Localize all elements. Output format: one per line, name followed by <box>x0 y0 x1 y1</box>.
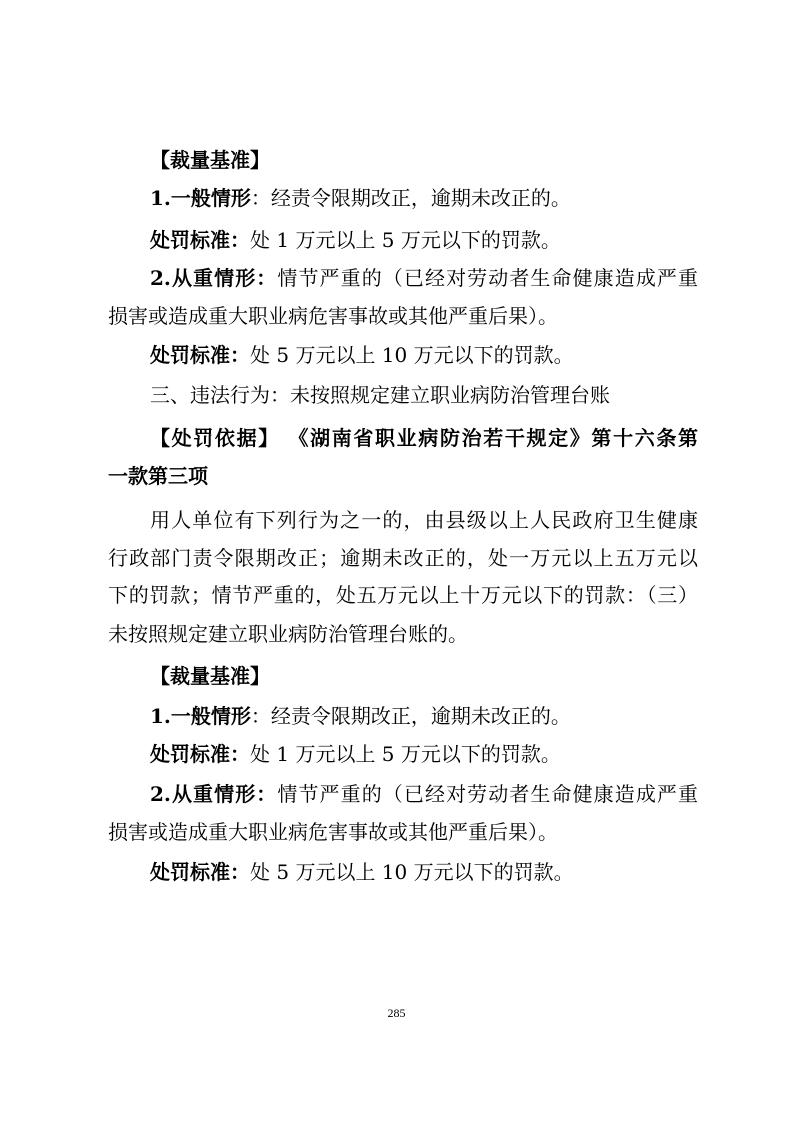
serious-situation-continuation <box>108 818 698 846</box>
general-situation-text: ：经责令限期改正，逾期未改正的。 <box>250 186 571 210</box>
penalty-standard-text: 处 5 万元以上 10 万元以下的罚款。 <box>250 860 574 884</box>
general-situation-label: 1.一般情形 <box>150 186 251 210</box>
serious-situation-text: 情节严重的（已经对劳动者生命健康造成严重 <box>277 266 698 290</box>
penalty-basis-text-cont: 一款第三项 <box>108 464 208 488</box>
serious-situation-text-cont: 损害或造成重大职业病危害事故或其他严重后果）。 <box>108 820 558 844</box>
clause-text: 未按照规定建立职业病防治管理台账的。 <box>108 622 468 646</box>
serious-situation-line <box>150 264 698 292</box>
clause-line <box>150 506 698 534</box>
serious-situation-continuation <box>108 302 698 330</box>
penalty-basis-line <box>150 424 698 452</box>
discretion-standard-heading <box>150 146 698 174</box>
penalty-basis-text: 【处罚依据】 《湖南省职业病防治若干规定》第十六条第 <box>150 426 698 450</box>
penalty-standard-text: 处 5 万元以上 10 万元以下的罚款。 <box>250 343 574 367</box>
discretion-standard-heading <box>150 662 698 690</box>
penalty-standard-label: 处罚标准： <box>150 228 250 252</box>
serious-situation-label: 2.从重情形： <box>150 782 278 806</box>
general-penalty-line <box>150 740 698 768</box>
serious-situation-line <box>150 780 698 808</box>
general-situation-text: ：经责令限期改正，逾期未改正的。 <box>250 704 571 728</box>
serious-situation-label: 2.从重情形： <box>150 266 278 290</box>
heading-text: 【裁量基准】 <box>150 664 270 688</box>
page-number: 285 <box>387 1006 406 1020</box>
heading-text: 【裁量基准】 <box>150 148 270 172</box>
clause-text: 下的罚款；情节严重的，处五万元以上十万元以下的罚款：（三） <box>108 583 698 607</box>
serious-penalty-line <box>150 341 698 369</box>
clause-text: 用人单位有下列行为之一的，由县级以上人民政府卫生健康 <box>150 508 698 532</box>
general-situation-label: 1.一般情形 <box>150 704 251 728</box>
serious-situation-text: 情节严重的（已经对劳动者生命健康造成严重 <box>277 782 698 806</box>
penalty-standard-text: 处 1 万元以上 5 万元以下的罚款。 <box>250 228 561 252</box>
clause-text: 行政部门责令限期改正；逾期未改正的，处一万元以上五万元以 <box>108 546 698 570</box>
clause-line <box>108 620 698 648</box>
penalty-standard-label: 处罚标准： <box>150 742 250 766</box>
general-situation-line <box>150 702 698 730</box>
penalty-basis-continuation <box>108 462 698 490</box>
violation-heading <box>150 381 698 409</box>
violation-heading-text: 三、违法行为：未按照规定建立职业病防治管理台账 <box>150 383 610 407</box>
penalty-standard-label: 处罚标准： <box>150 343 250 367</box>
general-penalty-line <box>150 226 698 254</box>
clause-line <box>108 581 698 609</box>
penalty-standard-label: 处罚标准： <box>150 860 250 884</box>
general-situation-line <box>150 184 698 212</box>
clause-line <box>108 544 698 572</box>
penalty-standard-text: 处 1 万元以上 5 万元以下的罚款。 <box>250 742 561 766</box>
serious-situation-text-cont: 损害或造成重大职业病危害事故或其他严重后果）。 <box>108 304 558 328</box>
serious-penalty-line <box>150 858 698 886</box>
